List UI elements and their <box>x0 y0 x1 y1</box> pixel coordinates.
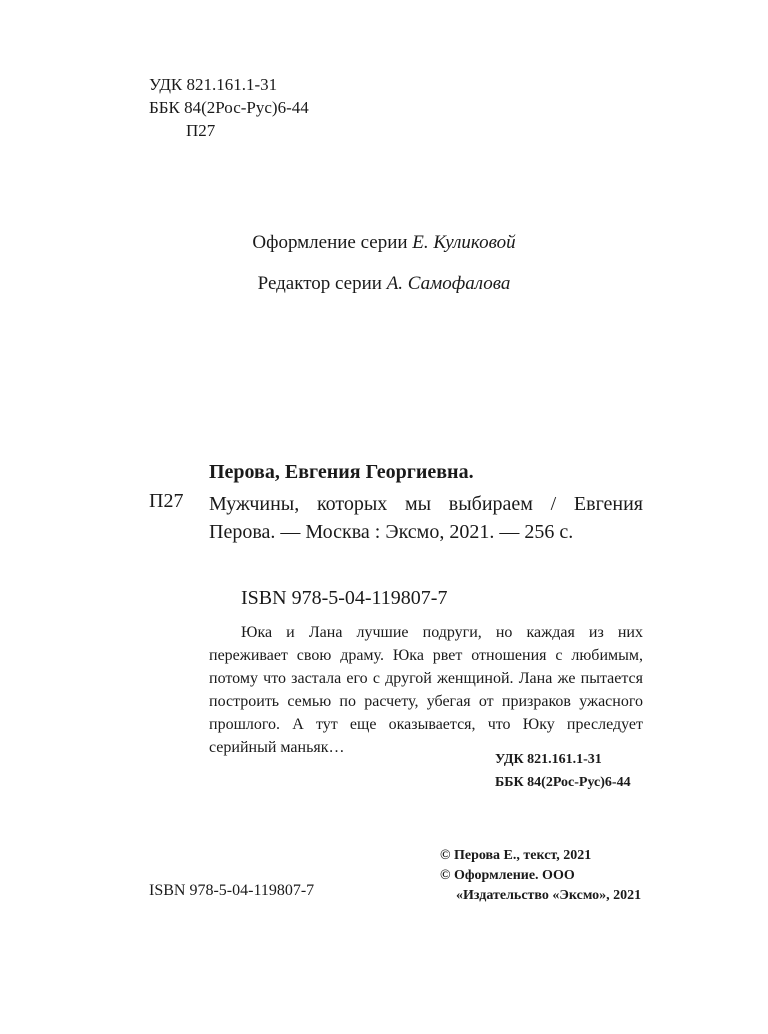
bottom-udk-code: УДК 821.161.1-31 <box>495 752 602 767</box>
design-role: Оформление серии <box>252 232 413 253</box>
copyright-design-line-2: «Издательство «Эксмо», 2021 <box>456 888 642 903</box>
bbk-code: ББК 84(2Рос-Рус)6-44 <box>149 98 309 117</box>
editor-role: Редактор серии <box>257 273 387 294</box>
book-annotation: Юка и Лана лучшие подруги, но каждая из них переживает свою драму. Юка рвет отношения с любимым, потому что застала его с другой женщиной. Лана же пытается построить семью по расчету, убегая от призраков ужасного прошлого. А тут еще оказывается, что Юку преследует серийный маньяк… <box>209 624 643 756</box>
copyright-text: © Перова Е., текст, 2021 <box>440 848 592 863</box>
catalog-author: Перова, Евгения Георгиевна. <box>209 461 474 483</box>
catalog-isbn: ISBN 978-5-04-119807-7 <box>241 587 448 609</box>
catalog-author-mark: П27 <box>149 490 184 512</box>
author-mark: П27 <box>186 121 216 140</box>
top-classification-codes <box>149 73 309 142</box>
udk-code: УДК 821.161.1-31 <box>149 75 278 94</box>
series-editor-credit <box>0 273 768 295</box>
editor-name: А. Самофалова <box>386 273 511 294</box>
catalog-description: Мужчины, которых мы выбираем / Евгения Перова. — Москва : Эксмо, 2021. — 256 с. <box>209 493 643 543</box>
design-name: Е. Куликовой <box>412 232 516 253</box>
footer-isbn: ISBN 978-5-04-119807-7 <box>149 882 315 899</box>
copyright-design-line-1: © Оформление. ООО <box>440 868 575 883</box>
bottom-bbk-code: ББК 84(2Рос-Рус)6-44 <box>495 775 631 790</box>
bottom-classification-codes <box>495 748 631 794</box>
series-design-credit <box>0 232 768 254</box>
copyright-block <box>440 846 641 906</box>
